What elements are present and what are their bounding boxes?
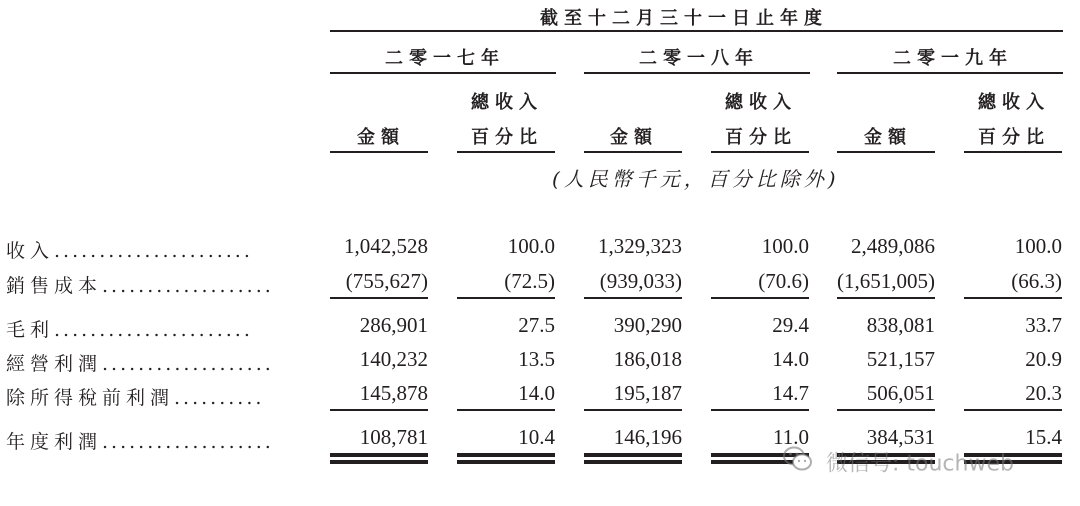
percent-cell: 14.0 bbox=[518, 381, 555, 405]
pretax-rule bbox=[837, 409, 935, 411]
row-label bbox=[6, 315, 253, 342]
percent-cell: (72.5) bbox=[504, 269, 555, 293]
wechat-icon bbox=[783, 446, 813, 478]
pretax-rule bbox=[457, 409, 555, 411]
percent-cell: 14.7 bbox=[772, 381, 809, 405]
row-label bbox=[6, 236, 253, 263]
row-label bbox=[6, 349, 274, 376]
percent-cell: 100.0 bbox=[761, 234, 809, 258]
row-label-text: 收入 bbox=[6, 240, 55, 262]
amount-heading: 金額 bbox=[357, 127, 405, 148]
amount-heading: 金額 bbox=[610, 127, 658, 148]
col-rule bbox=[711, 151, 809, 153]
row-label bbox=[6, 271, 274, 298]
percent-cell: 14.0 bbox=[772, 347, 809, 371]
row-leader-dots: ................... bbox=[102, 275, 274, 297]
amount-cell: (755,627) bbox=[345, 269, 428, 293]
percent-cell: 15.4 bbox=[1025, 425, 1062, 449]
year-heading-2017: 二零一七年 bbox=[385, 48, 505, 69]
pretax-rule bbox=[964, 409, 1062, 411]
percent-cell: (70.6) bbox=[758, 269, 809, 293]
pct-heading-line2: 百分比 bbox=[471, 127, 543, 148]
percent-cell: 27.5 bbox=[518, 313, 555, 337]
year-heading-2019: 二零一九年 bbox=[893, 48, 1013, 69]
amount-heading: 金額 bbox=[864, 127, 912, 148]
subtotal-rule bbox=[584, 297, 682, 299]
row-label-text: 除所得稅前利潤 bbox=[6, 387, 175, 409]
amount-cell: 1,329,323 bbox=[598, 234, 682, 258]
pct-heading-line1: 總收入 bbox=[725, 92, 797, 113]
subtotal-rule bbox=[837, 297, 935, 299]
amount-cell: 838,081 bbox=[866, 313, 935, 337]
percent-cell: (66.3) bbox=[1011, 269, 1062, 293]
year-rule-2017 bbox=[330, 72, 556, 74]
year-heading-2018: 二零一八年 bbox=[639, 48, 759, 69]
subtotal-rule bbox=[457, 297, 555, 299]
amount-cell: 195,187 bbox=[613, 381, 682, 405]
unit-note: (人民幣千元，百分比除外) bbox=[552, 167, 840, 191]
percent-cell: 20.3 bbox=[1025, 381, 1062, 405]
percent-cell: 29.4 bbox=[772, 313, 809, 337]
percent-cell: 11.0 bbox=[773, 425, 809, 449]
col-rule bbox=[330, 151, 428, 153]
watermark bbox=[783, 446, 1014, 478]
pretax-rule bbox=[711, 409, 809, 411]
pct-heading-line2: 百分比 bbox=[725, 127, 797, 148]
col-rule bbox=[584, 151, 682, 153]
subtotal-rule bbox=[711, 297, 809, 299]
total-double-rule bbox=[584, 453, 682, 464]
row-leader-dots: ................... bbox=[102, 353, 274, 375]
subtotal-rule bbox=[964, 297, 1062, 299]
row-leader-dots: ...................... bbox=[54, 240, 253, 262]
row-label bbox=[6, 427, 274, 454]
total-double-rule bbox=[330, 453, 428, 464]
col-rule bbox=[457, 151, 555, 153]
row-label-text: 年度利潤 bbox=[6, 431, 103, 453]
percent-cell: 20.9 bbox=[1025, 347, 1062, 371]
amount-cell: 390,290 bbox=[613, 313, 682, 337]
amount-cell: 186,018 bbox=[613, 347, 682, 371]
pct-heading-line2: 百分比 bbox=[978, 127, 1050, 148]
amount-cell: (1,651,005) bbox=[837, 269, 935, 293]
watermark-text: 微信号: touchweb bbox=[826, 451, 1014, 477]
amount-cell: 140,232 bbox=[359, 347, 428, 371]
amount-cell: 146,196 bbox=[613, 425, 682, 449]
year-rule-2019 bbox=[837, 72, 1063, 74]
percent-cell: 13.5 bbox=[518, 347, 555, 371]
row-label-text: 經營利潤 bbox=[6, 353, 103, 375]
total-double-rule bbox=[457, 453, 555, 464]
amount-cell: 286,901 bbox=[359, 313, 428, 337]
amount-cell: (939,033) bbox=[599, 269, 682, 293]
col-rule bbox=[837, 151, 935, 153]
percent-cell: 100.0 bbox=[507, 234, 555, 258]
percent-cell: 100.0 bbox=[1014, 234, 1062, 258]
period-rule bbox=[330, 30, 1063, 32]
row-leader-dots: .......... bbox=[174, 387, 265, 409]
col-rule bbox=[964, 151, 1062, 153]
year-rule-2018 bbox=[584, 72, 810, 74]
amount-cell: 521,157 bbox=[866, 347, 935, 371]
row-label-text: 毛利 bbox=[6, 319, 55, 341]
row-leader-dots: ...................... bbox=[54, 319, 253, 341]
row-label-text: 銷售成本 bbox=[6, 275, 103, 297]
percent-cell: 10.4 bbox=[518, 425, 555, 449]
period-heading: 截至十二月三十一日止年度 bbox=[540, 8, 828, 29]
amount-cell: 108,781 bbox=[359, 425, 428, 449]
pct-heading-line1: 總收入 bbox=[471, 92, 543, 113]
amount-cell: 145,878 bbox=[359, 381, 428, 405]
pretax-rule bbox=[330, 409, 428, 411]
row-label bbox=[6, 383, 264, 410]
amount-cell: 506,051 bbox=[866, 381, 935, 405]
amount-cell: 2,489,086 bbox=[851, 234, 935, 258]
amount-cell: 1,042,528 bbox=[344, 234, 428, 258]
pct-heading-line1: 總收入 bbox=[978, 92, 1050, 113]
subtotal-rule bbox=[330, 297, 428, 299]
amount-cell: 384,531 bbox=[866, 425, 935, 449]
percent-cell: 33.7 bbox=[1025, 313, 1062, 337]
pretax-rule bbox=[584, 409, 682, 411]
row-leader-dots: ................... bbox=[102, 431, 274, 453]
